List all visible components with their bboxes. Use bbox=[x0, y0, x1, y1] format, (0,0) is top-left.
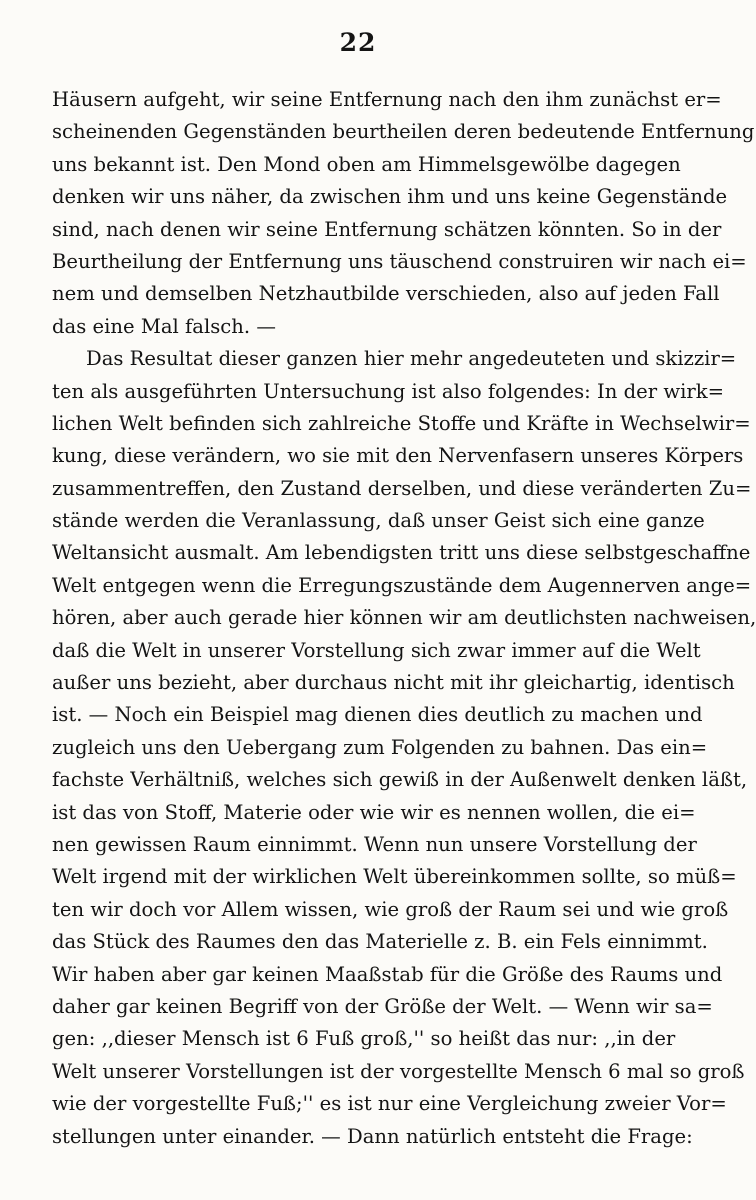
text-line: stellungen unter einander. — Dann natürlich entsteht die Frage: bbox=[52, 1124, 693, 1148]
text-line: uns bekannt ist. Den Mond oben am Himmelsgewölbe dagegen bbox=[52, 152, 681, 176]
text-line: wie der vorgestellte Fuß;'' es ist nur eine Vergleichung zweier Vor= bbox=[52, 1092, 727, 1116]
text-line: zugleich uns den Uebergang zum Folgenden zu bahnen. Das ein= bbox=[52, 735, 708, 759]
text-line: das Stück des Raumes den das Materielle z. B. ein Fels einnimmt. bbox=[52, 930, 708, 954]
text-line: stände werden die Veranlassung, daß unser Geist sich eine ganze bbox=[52, 509, 705, 533]
text-line: Weltansicht ausmalt. Am lebendigsten tritt uns diese selbstgeschaffne bbox=[52, 541, 751, 565]
text-line: Beurtheilung der Entfernung uns täuschend construiren wir nach ei= bbox=[52, 249, 747, 273]
text-line: Welt unserer Vorstellungen ist der vorgestellte Mensch 6 mal so groß bbox=[52, 1059, 745, 1083]
text-line: Wir haben aber gar keinen Maaßstab für die Größe des Raums und bbox=[52, 962, 723, 986]
page-number: 22 bbox=[339, 28, 377, 57]
text-line: zusammentreffen, den Zustand derselben, und diese veränderten Zu= bbox=[52, 476, 752, 500]
text-line: gen: ,,dieser Mensch ist 6 Fuß groß,'' so heißt das nur: ,,in der bbox=[52, 1027, 676, 1051]
text-line: fachste Verhältniß, welches sich gewiß in der Außenwelt denken läßt, bbox=[52, 768, 748, 792]
text-line: Das Resultat dieser ganzen hier mehr angedeuteten und skizzir= bbox=[86, 347, 737, 371]
paragraph-2 bbox=[52, 343, 756, 1153]
text-line: kung, diese verändern, wo sie mit den Nervenfasern unseres Körpers bbox=[52, 444, 744, 468]
text-line: ist. — Noch ein Beispiel mag dienen dies deutlich zu machen und bbox=[52, 703, 703, 727]
text-line: sind, nach denen wir seine Entfernung schätzen könnten. So in der bbox=[52, 217, 722, 241]
text-line: nen gewissen Raum einnimmt. Wenn nun unsere Vorstellung der bbox=[52, 832, 697, 856]
text-line: nem und demselben Netzhautbilde verschieden, also auf jeden Fall bbox=[52, 282, 720, 306]
body-text bbox=[52, 84, 756, 1153]
text-line: außer uns bezieht, aber durchaus nicht mit ihr gleichartig, identisch bbox=[52, 671, 735, 695]
text-line: daß die Welt in unserer Vorstellung sich zwar immer auf die Welt bbox=[52, 638, 701, 662]
text-line: Welt entgegen wenn die Erregungszustände dem Augennerven ange= bbox=[52, 573, 752, 597]
text-line: Häusern aufgeht, wir seine Entfernung nach den ihm zunächst er= bbox=[52, 88, 722, 111]
text-line: hören, aber auch gerade hier können wir am deutlichsten nachweisen, bbox=[52, 606, 756, 630]
text-line: ten wir doch vor Allem wissen, wie groß der Raum sei und wie groß bbox=[52, 897, 729, 921]
text-line: Welt irgend mit der wirklichen Welt übereinkommen sollte, so müß= bbox=[52, 865, 737, 889]
paragraph-1 bbox=[52, 84, 755, 343]
text-line: denken wir uns näher, da zwischen ihm und uns keine Gegenstände bbox=[52, 185, 728, 209]
text-line: ist das von Stoff, Materie oder wie wir es nennen wollen, die ei= bbox=[52, 800, 696, 824]
text-line: scheinenden Gegenständen beurtheilen deren bedeutende Entfernung bbox=[52, 120, 755, 144]
text-line: lichen Welt befinden sich zahlreiche Stoffe und Kräfte in Wechselwir= bbox=[52, 411, 751, 435]
text-line: das eine Mal falsch. — bbox=[52, 314, 276, 338]
text-line: daher gar keinen Begriff von der Größe der Welt. — Wenn wir sa= bbox=[52, 994, 713, 1018]
text-line: ten als ausgeführten Untersuchung ist also folgendes: In der wirk= bbox=[52, 379, 725, 403]
